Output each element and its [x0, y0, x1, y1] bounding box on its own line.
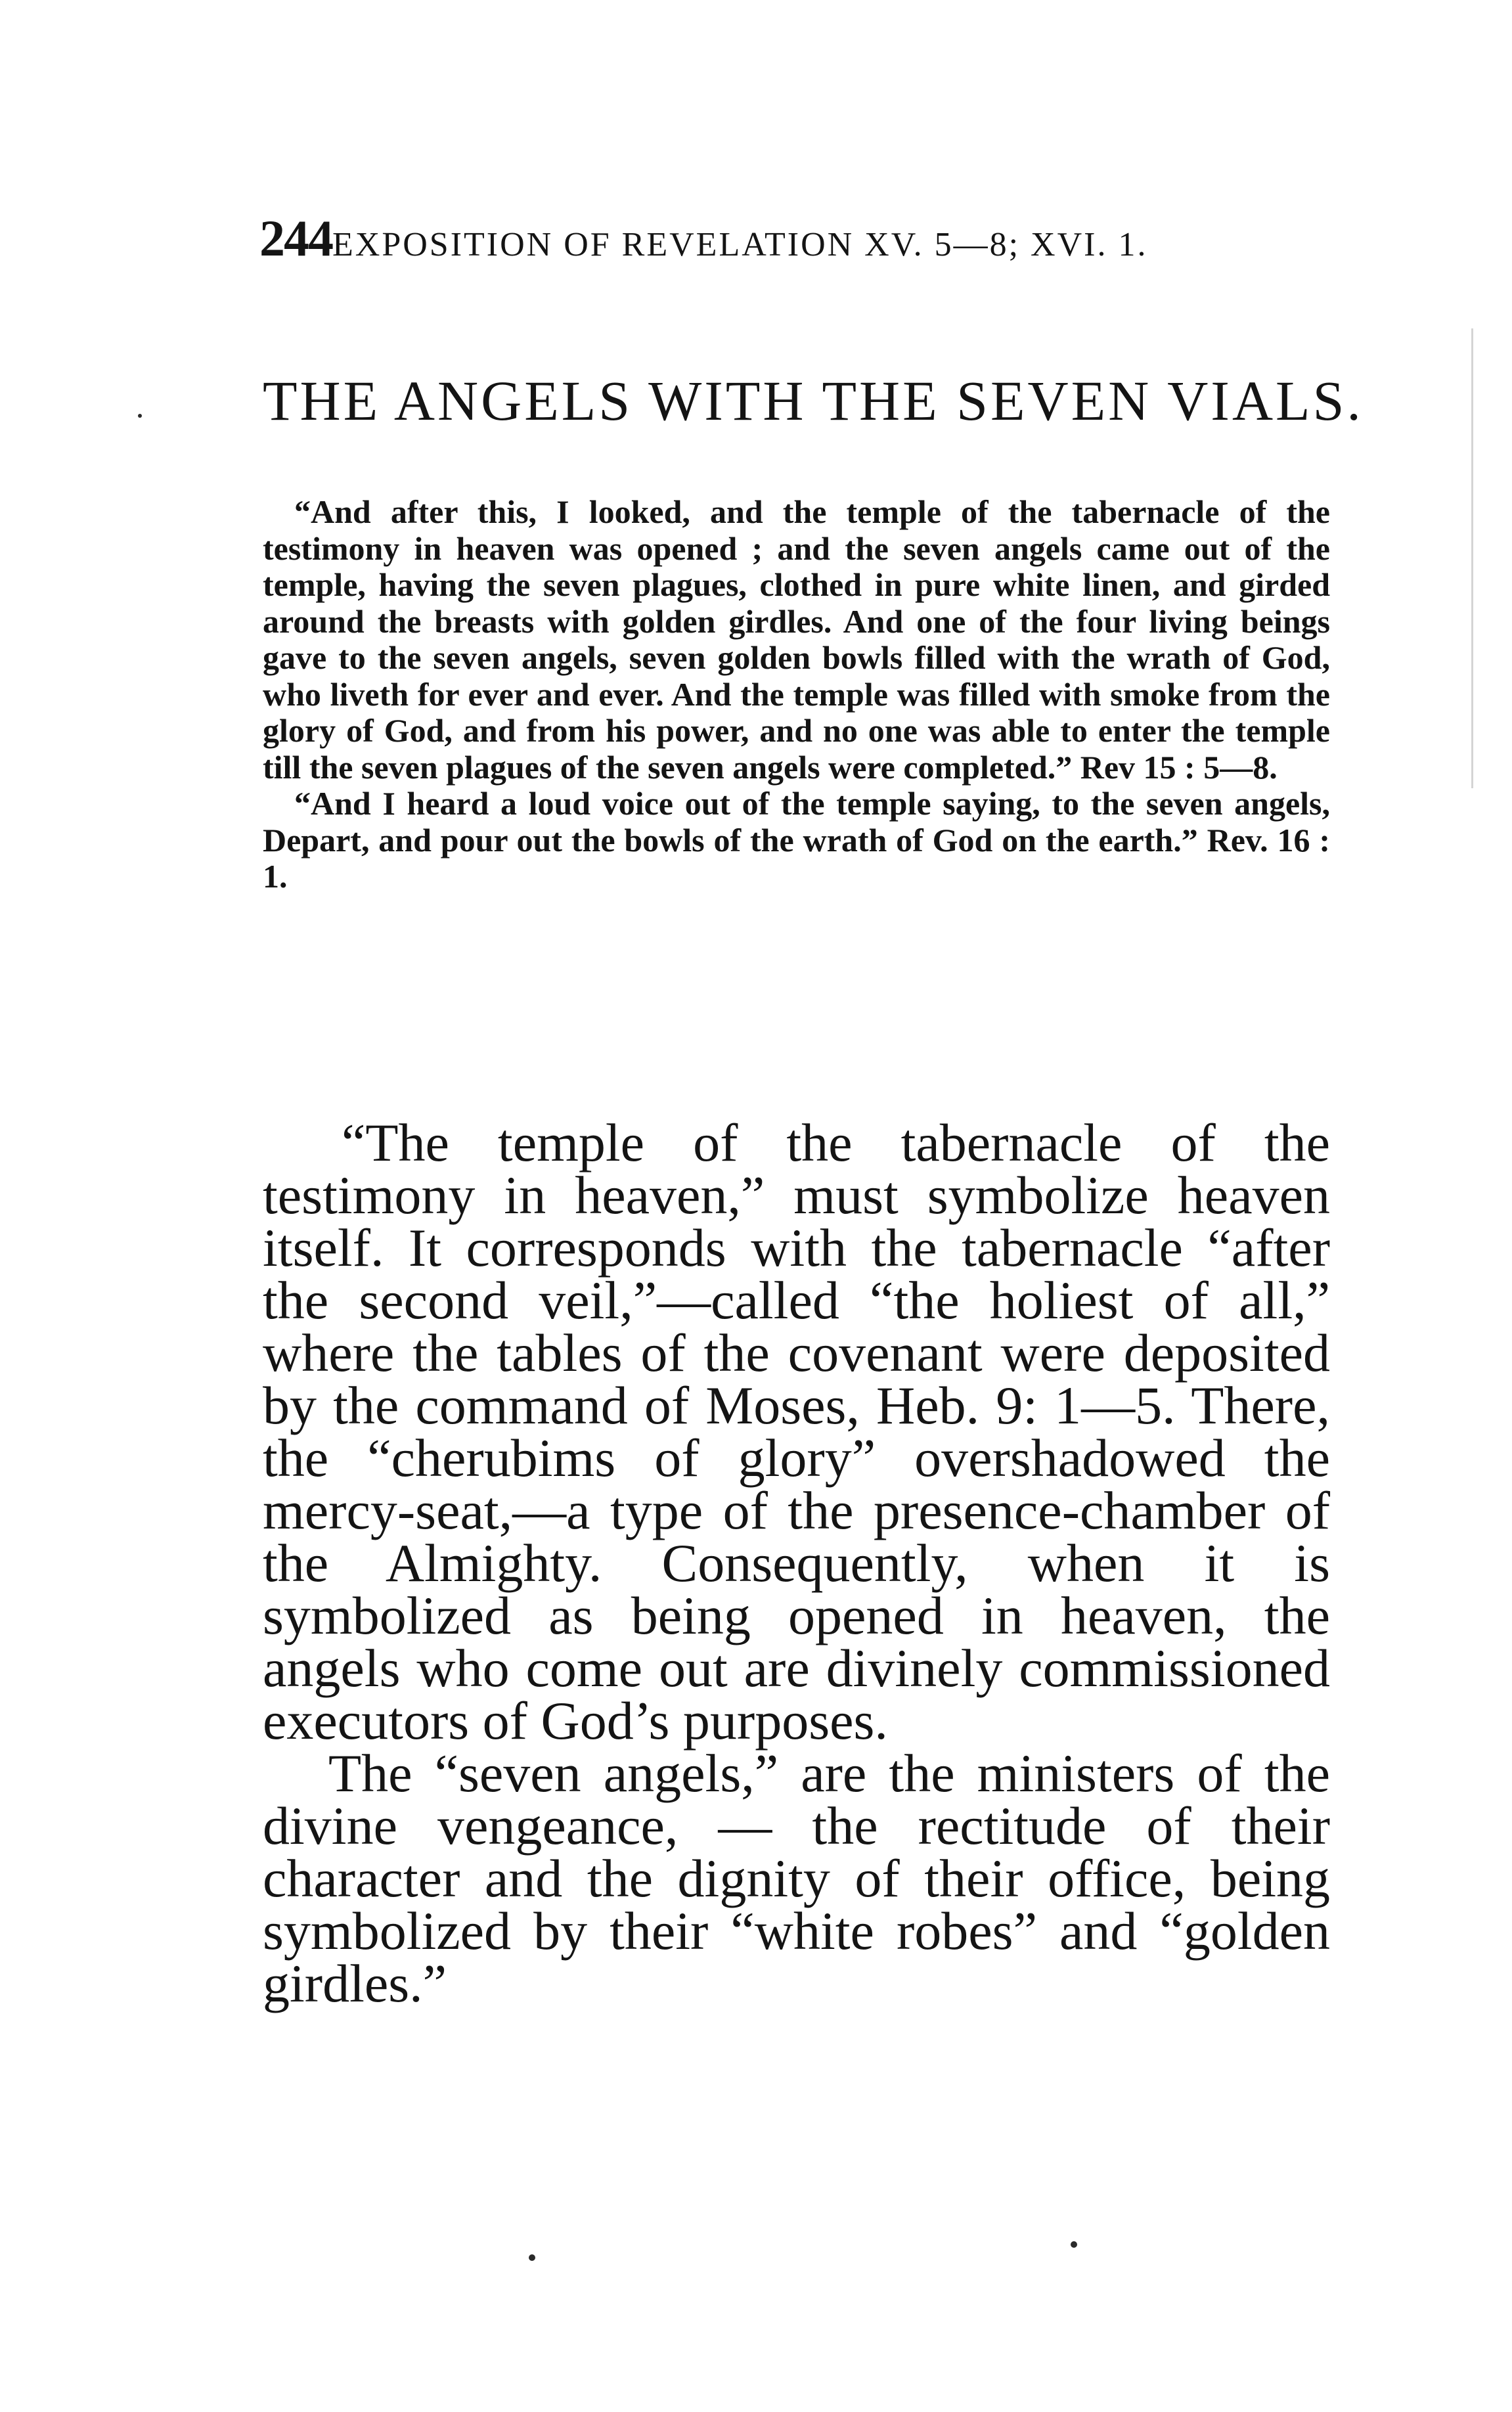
running-header	[259, 209, 1297, 268]
scan-speck	[529, 2254, 535, 2261]
scripture-passage-rev-15: “And after this, I looked, and the temple of the tabernacle of the testimony in heaven was opened ; and the seven angels came out of the temple, having the seven plagues, clothed in pure white linen, and girded around the breasts with golden girdles. And one of the four living beings gave to the seven angels, seven golden bowls filled with the wrath of God, who liveth for ever and ever. And the temple was filled with smoke from the glory of God, and from his power, and no one was able to enter the temple till the seven plagues of the seven angels were completed.” Rev 15 : 5—8.	[263, 493, 1330, 786]
exposition-text	[263, 1113, 1330, 2013]
scan-edge-line	[1471, 328, 1473, 788]
page-number: 244	[259, 210, 332, 267]
body-paragraph: The “seven angels,” are the ministers of the divine vengeance, — the rectitude of their character and the dignity of their office, being symbolized by their “white robes” and “golden girdles.”	[263, 1743, 1330, 2013]
scan-speck	[1071, 2241, 1077, 2248]
scripture-passage-rev-16: “And I heard a loud voice out of the temple saying, to the seven angels, Depart, and pour out the bowls of the wrath of God on the earth.” Rev. 16 : 1.	[263, 785, 1330, 895]
body-paragraph: “The temple of the tabernacle of the testimony in heaven,” must symbolize heaven itself. It corresponds with the tabernacle “after the second veil,”—called “the holiest of all,” where the tables of the covenant were deposited by the command of Moses, Heb. 9: 1—5. There, the “cherubims of glory” overshadowed the mercy-seat,—a type of the presence-chamber of the Almighty. Consequently, when it is symbolized as being opened in heaven, the angels who come out are divinely commissioned executors of God’s purposes.	[263, 1113, 1330, 1751]
chapter-title: THE ANGELS WITH THE SEVEN VIALS.	[263, 369, 1364, 432]
scan-speck	[138, 414, 142, 418]
scripture-quotation	[263, 494, 1330, 895]
running-title: EXPOSITION OF REVELATION XV. 5—8; XVI. 1.	[332, 226, 1148, 263]
